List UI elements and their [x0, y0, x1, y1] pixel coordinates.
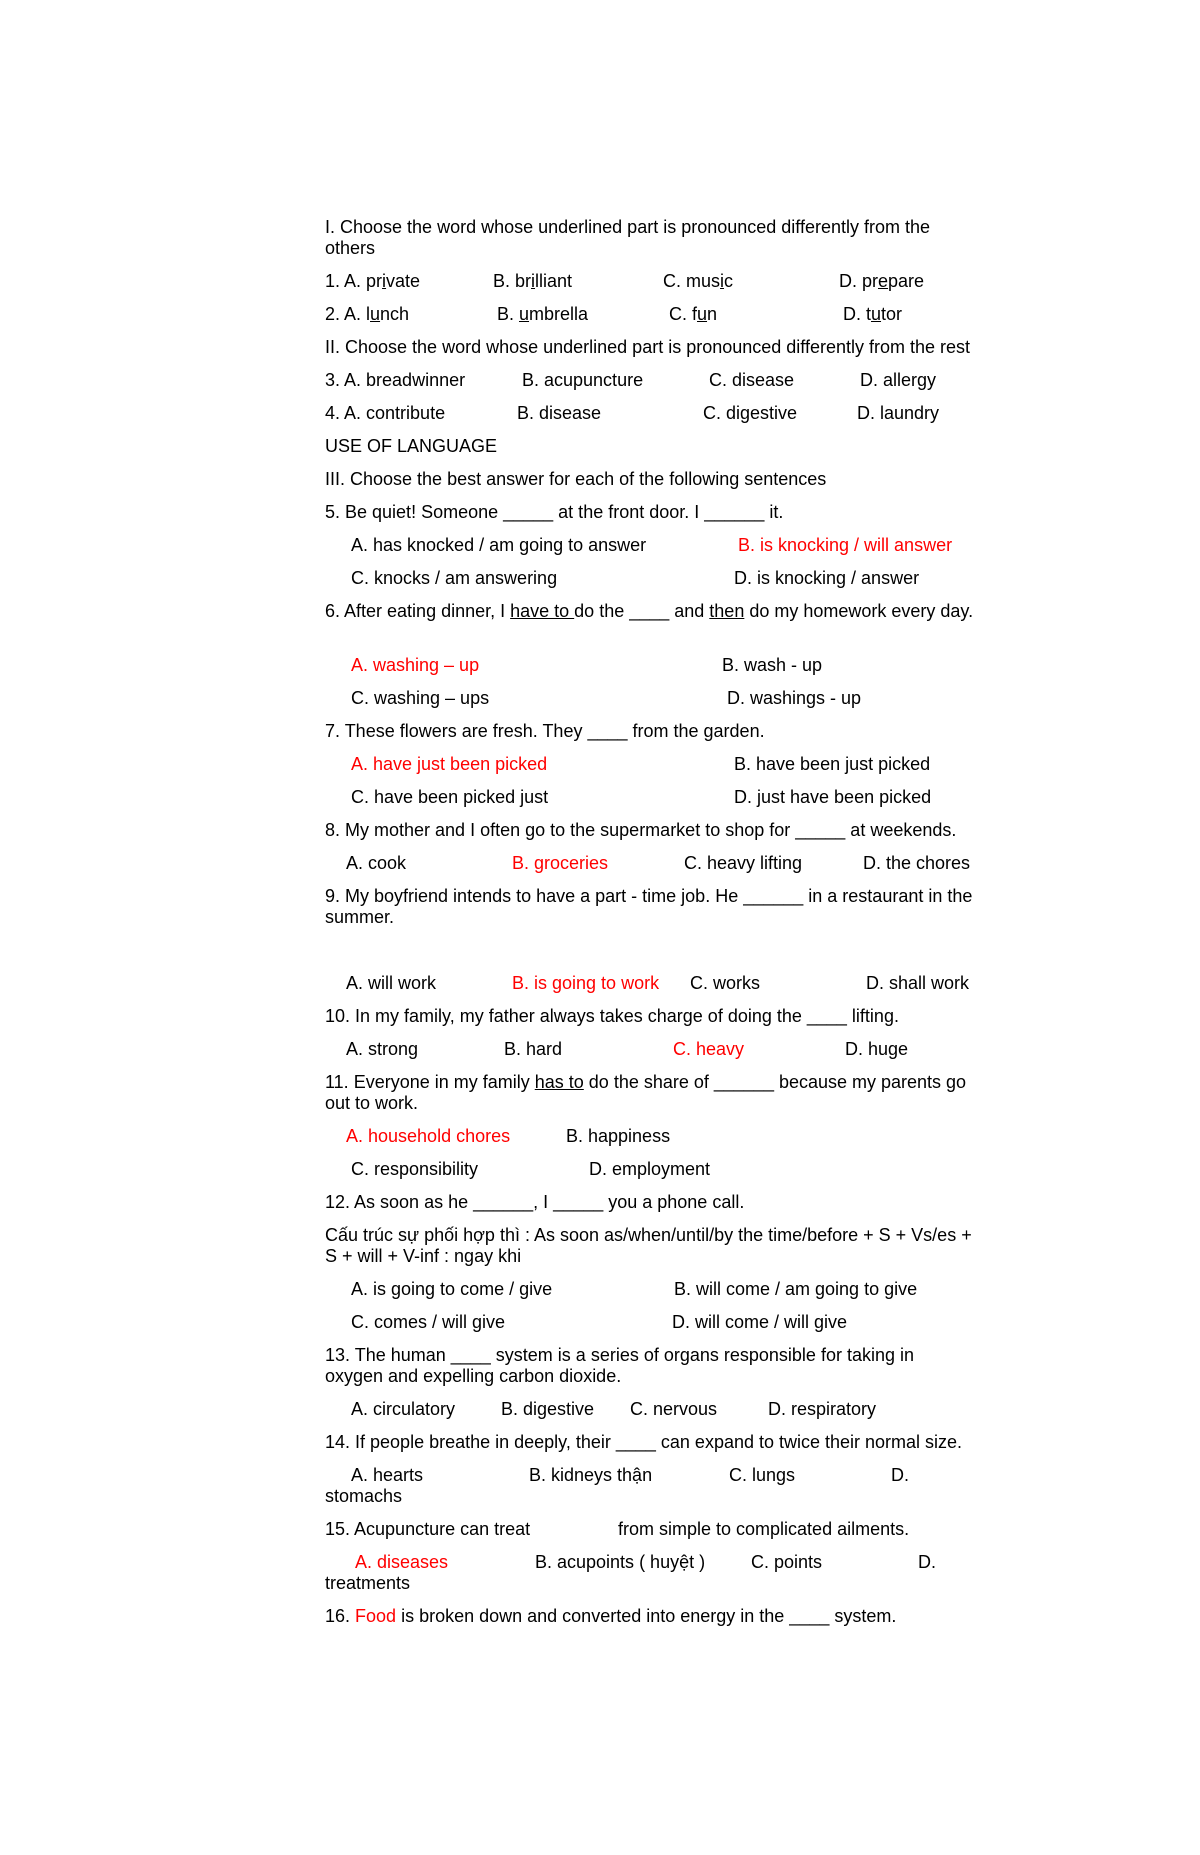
q15-option-a-correct: A. diseases — [355, 1552, 449, 1572]
q10-text: 10. In my family, my father always takes charge of doing the ____ lifting. — [325, 1006, 899, 1026]
q10-option-b: B. hard — [504, 1039, 563, 1059]
section-2-heading: II. Choose the word whose underlined part is pronounced differently from the rest — [325, 337, 971, 357]
q9-option-c: C. works — [690, 973, 761, 993]
q14-option-b: B. kidneys thận — [529, 1465, 653, 1485]
q15-text-start: 15. Acupuncture can treat — [325, 1519, 531, 1539]
q6-option-c: C. washing – ups — [351, 688, 490, 708]
q13-option-c: C. nervous — [630, 1399, 718, 1419]
q11-text: 11. Everyone in my family has to do the share of ______ because my parents go out to work. — [325, 1072, 967, 1113]
q7-option-a-correct: A. have just been picked — [351, 754, 548, 774]
q6-text: 6. After eating dinner, I have to do the ____ and then do my homework every day. — [325, 601, 974, 621]
q10-option-a: A. strong — [346, 1039, 419, 1059]
q8-option-c: C. heavy lifting — [684, 853, 803, 873]
q5-text: 5. Be quiet! Someone _____ at the front door. I ______ it. — [325, 502, 784, 522]
q1-option-b: B. brilliant — [493, 271, 573, 291]
q4-option-b: B. disease — [517, 403, 602, 423]
q9-option-a: A. will work — [346, 973, 437, 993]
q9-option-d: D. shall work — [866, 973, 970, 993]
q3-option-c: C. disease — [709, 370, 795, 390]
q11-option-b: B. happiness — [566, 1126, 671, 1146]
q11-option-a-correct: A. household chores — [346, 1126, 511, 1146]
q14-option-d-label: D. — [891, 1465, 909, 1485]
q15-option-c: C. points — [751, 1552, 823, 1572]
q1-option-d: D. prepare — [839, 271, 925, 291]
q6-option-b: B. wash - up — [722, 655, 823, 675]
use-of-language-heading: USE OF LANGUAGE — [325, 436, 498, 456]
q2-option-c: C. fun — [669, 304, 718, 324]
q7-option-d: D. just have been picked — [734, 787, 932, 807]
q4-option-d: D. laundry — [857, 403, 940, 423]
q9-text: 9. My boyfriend intends to have a part - time job. He ______ in a restaurant in the summer. — [325, 886, 973, 927]
q7-text: 7. These flowers are fresh. They ____ from the garden. — [325, 721, 765, 741]
q3-option-b: B. acupuncture — [522, 370, 644, 390]
q5-option-a: A. has knocked / am going to answer — [351, 535, 647, 555]
q4-option-c: C. digestive — [703, 403, 798, 423]
q12-option-b: B. will come / am going to give — [674, 1279, 918, 1299]
q12-option-c: C. comes / will give — [351, 1312, 506, 1332]
q1-option-c: C. music — [663, 271, 734, 291]
q12-text: 12. As soon as he ______, I _____ you a phone call. — [325, 1192, 745, 1212]
q5-option-b-correct: B. is knocking / will answer — [738, 535, 953, 555]
q16-text: 16. Food is broken down and converted into energy in the ____ system. — [325, 1606, 897, 1626]
q10-option-d: D. huge — [845, 1039, 909, 1059]
q2-option-a: 2. A. lunch — [325, 304, 410, 324]
q13-option-d: D. respiratory — [768, 1399, 877, 1419]
q7-option-c: C. have been picked just — [351, 787, 549, 807]
q5-option-d: D. is knocking / answer — [734, 568, 920, 588]
section-1-heading: I. Choose the word whose underlined part is pronounced differently from the others — [325, 217, 931, 258]
q15-option-d-text: treatments — [325, 1573, 411, 1593]
q6-option-d: D. washings - up — [727, 688, 862, 708]
q8-text: 8. My mother and I often go to the supermarket to shop for _____ at weekends. — [325, 820, 957, 840]
q14-option-a: A. hearts — [351, 1465, 424, 1485]
q16-highlight-word: Food — [355, 1606, 397, 1626]
q2-option-d: D. tutor — [843, 304, 903, 324]
q13-option-b: B. digestive — [501, 1399, 595, 1419]
q8-option-b-correct: B. groceries — [512, 853, 609, 873]
q14-option-c: C. lungs — [729, 1465, 796, 1485]
section-3-heading: III. Choose the best answer for each of the following sentences — [325, 469, 827, 489]
q12-option-a: A. is going to come / give — [351, 1279, 553, 1299]
q11-option-d: D. employment — [589, 1159, 711, 1179]
q13-text: 13. The human ____ system is a series of organs responsible for taking in oxygen and expelling carbon dioxide. — [325, 1345, 914, 1386]
q4-option-a: 4. A. contribute — [325, 403, 446, 423]
q14-text: 14. If people breathe in deeply, their ____ can expand to twice their normal size. — [325, 1432, 963, 1452]
q10-option-c-correct: C. heavy — [673, 1039, 745, 1059]
q2-option-b: B. umbrella — [497, 304, 589, 324]
q3-option-a: 3. A. breadwinner — [325, 370, 466, 390]
q5-option-c: C. knocks / am answering — [351, 568, 558, 588]
q11-option-c: C. responsibility — [351, 1159, 479, 1179]
q1-option-a: 1. A. private — [325, 271, 421, 291]
q15-option-d-label: D. — [918, 1552, 936, 1572]
q3-option-d: D. allergy — [860, 370, 937, 390]
q15-option-b: B. acupoints ( huyệt ) — [535, 1552, 706, 1572]
q15-text-end: from simple to complicated ailments. — [618, 1519, 910, 1539]
q14-option-d-text: stomachs — [325, 1486, 403, 1506]
q8-option-a: A. cook — [346, 853, 407, 873]
q12-grammar-note: Cấu trúc sự phối hợp thì : As soon as/when/until/by the time/before + S + Vs/es + S + will + V-inf : ngay khi — [325, 1225, 972, 1266]
q13-option-a: A. circulatory — [351, 1399, 456, 1419]
q9-option-b-correct: B. is going to work — [512, 973, 660, 993]
q7-option-b: B. have been just picked — [734, 754, 931, 774]
q8-option-d: D. the chores — [863, 853, 971, 873]
q12-option-d: D. will come / will give — [672, 1312, 848, 1332]
q6-option-a-correct: A. washing – up — [351, 655, 480, 675]
